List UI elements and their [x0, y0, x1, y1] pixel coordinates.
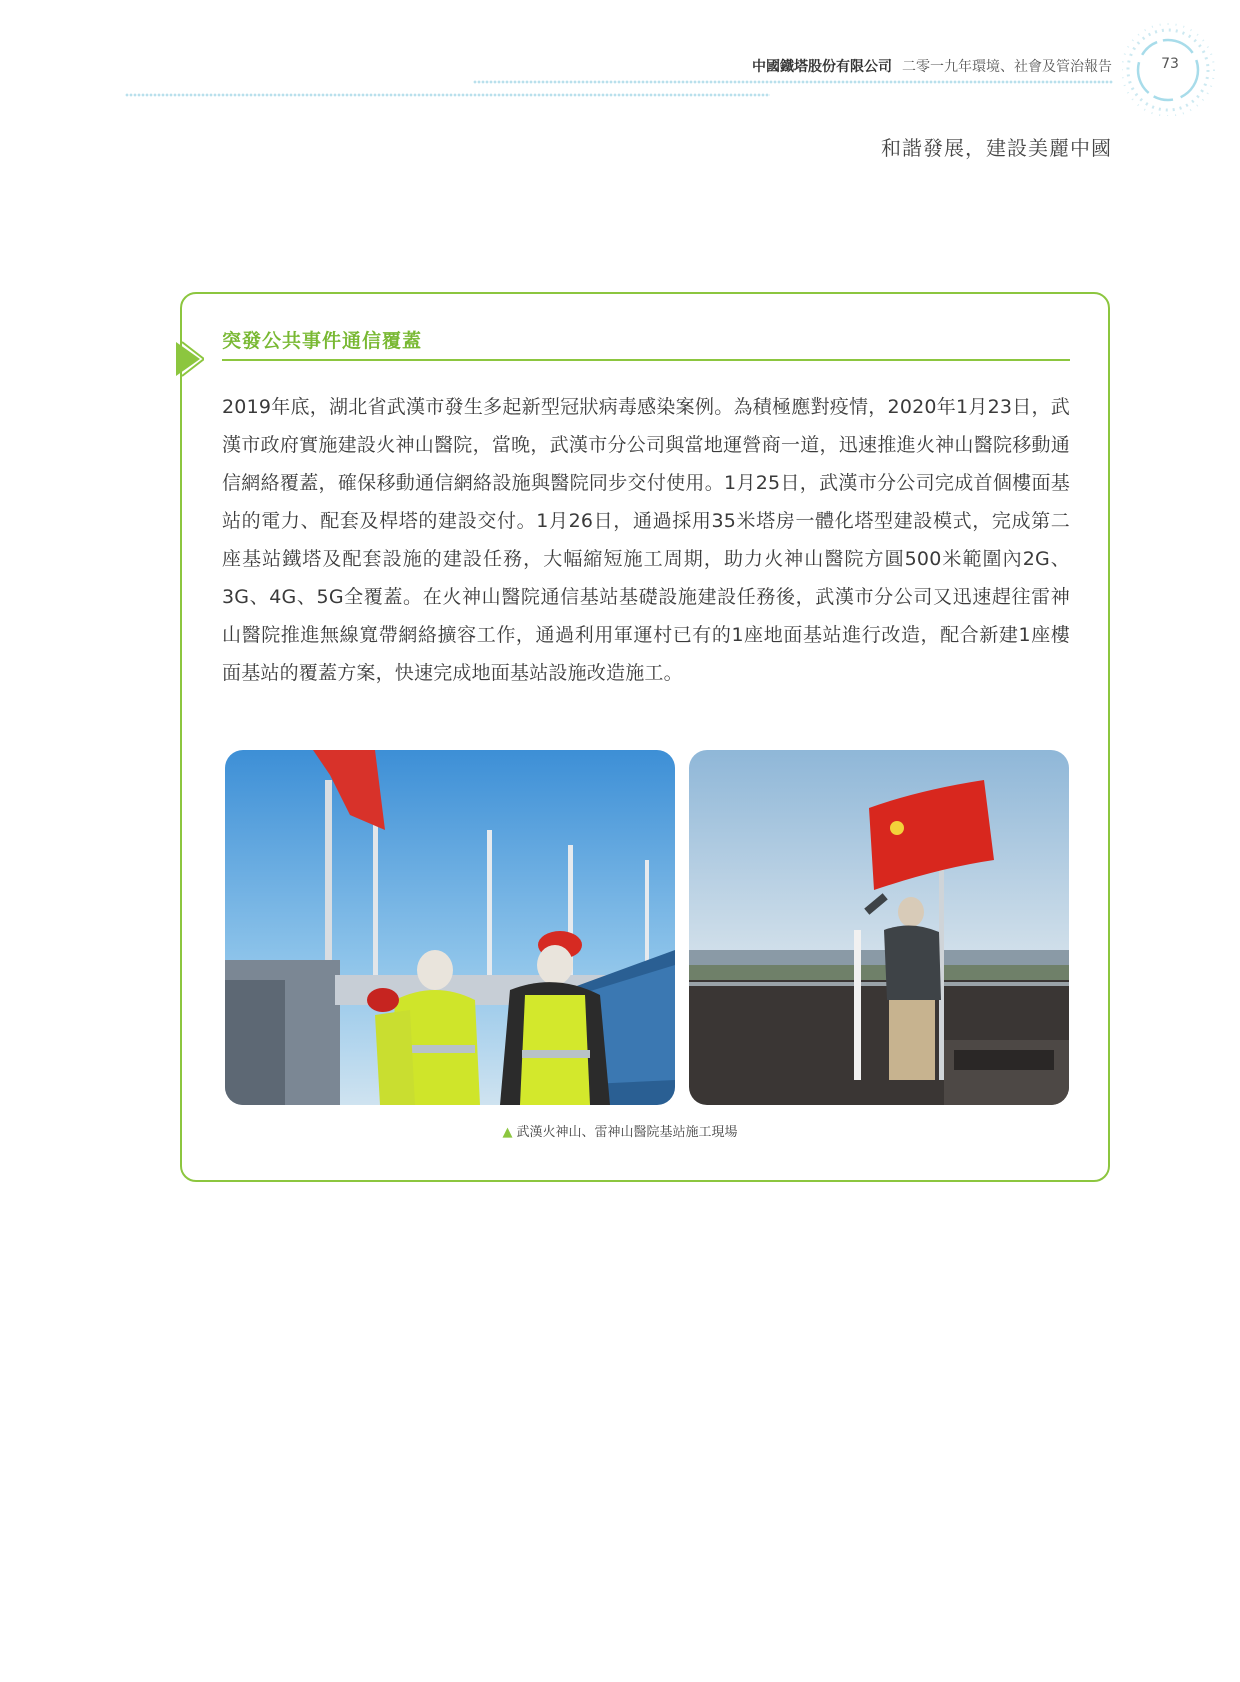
box-arrow-icon: [174, 340, 204, 378]
box-title: 突發公共事件通信覆蓋: [222, 330, 423, 352]
title-divider: [222, 359, 1070, 361]
report-title: 二零一九年環境、社會及管治報告: [902, 59, 1112, 75]
box-body-text: 2019年底，湖北省武漢市發生多起新型冠狀病毒感染案例。為積極應對疫情，2020年1月23日，武漢市政府實施建設火神山醫院，當晚，武漢市分公司與當地運營商一道，迅速推進火神山醫院移動通信網絡覆蓋，確保移動通信網絡設施與醫院同步交付使用。1月25日，武漢市分公司完成首個樓面基站的電力、配套及桿塔的建設交付。1月26日，通過採用35米塔房一體化塔型建設模式，完成第二座基站鐵塔及配套設施的建設任務，大幅縮短施工周期，助力火神山醫院方圓500米範圍內2G、3G、4G、5G全覆蓋。在火神山醫院通信基站基礎設施建設任務後，武漢市分公司又迅速趕往雷神山醫院推進無線寬帶網絡擴容工作，通過利用軍運村已有的1座地面基站進行改造，配合新建1座樓面基站的覆蓋方案，快速完成地面基站設施改造施工。: [222, 396, 1070, 684]
company-name: 中國鐵塔股份有限公司: [752, 59, 892, 75]
caption-text: 武漢火神山、雷神山醫院基站施工現場: [516, 1125, 738, 1140]
header-dotted-line-lower: [125, 93, 770, 97]
page-number: 73: [1161, 56, 1179, 72]
caption-triangle-icon: ▲: [502, 1125, 513, 1140]
header-dotted-line: [473, 80, 1113, 84]
report-header: [600, 56, 1112, 76]
section-heading: 和諧發展，建設美麗中國: [881, 136, 1112, 160]
photo-rooftop-workers: [225, 750, 675, 1105]
photo-caption: [0, 1121, 1240, 1140]
photo-flag-bearer: [689, 750, 1069, 1105]
